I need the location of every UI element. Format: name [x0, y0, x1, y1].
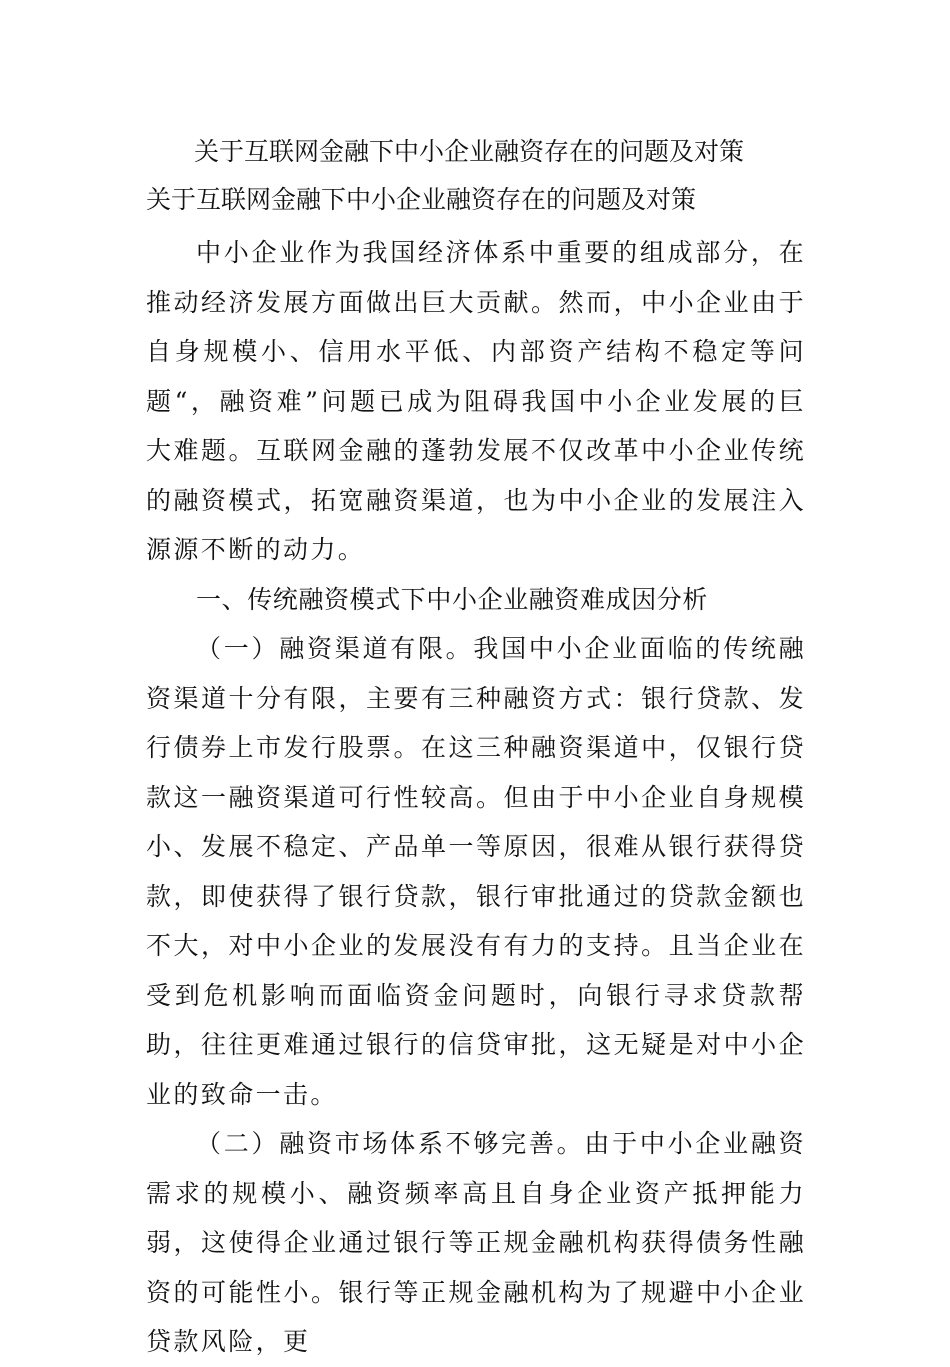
subsection-paragraph-2: （二）融资市场体系不够完善。由于中小企业融资需求的规模小、融资频率高且自身企业资产抵押能力弱，这使得企业通过银行等正规金融机构获得债务性融资的可能性小。银行等正规金融机构为了规避中小企业贷款风险，更: [146, 1129, 806, 1356]
subsection-paragraph-1: （一）融资渠道有限。我国中小企业面临的传统融资渠道十分有限，主要有三种融资方式：银行贷款、发行债券上市发行股票。在这三种融资渠道中，仅银行贷款这一融资渠道可行性较高。但由于中小企业自身规模小、发展不稳定、产品单一等原因，很难从银行获得贷款，即使获得了银行贷款，银行审批通过的贷款金额也不大，对中小企业的发展没有有力的支持。且当企业在受到危机影响而面临资金问题时，向银行寻求贷款帮助，往往更难通过银行的信贷审批，这无疑是对中小企业的致命一击。: [146, 634, 806, 1109]
document-body: [146, 228, 806, 1367]
document-subtitle: 关于互联网金融下中小企业融资存在的问题及对策: [146, 185, 697, 214]
section-heading: 一、传统融资模式下中小企业融资难成因分析: [196, 584, 709, 614]
document-title: 关于互联网金融下中小企业融资存在的问题及对策: [194, 137, 745, 166]
intro-paragraph: 中小企业作为我国经济体系中重要的组成部分，在推动经济发展方面做出巨大贡献。然而，中小企业由于自身规模小、信用水平低、内部资产结构不稳定等问题“，融资难”问题已成为阻碍我国中小企业发展的巨大难题。互联网金融的蓬勃发展不仅改革中小企业传统的融资模式，拓宽融资渠道，也为中小企业的发展注入源源不断的动力。: [146, 238, 806, 564]
